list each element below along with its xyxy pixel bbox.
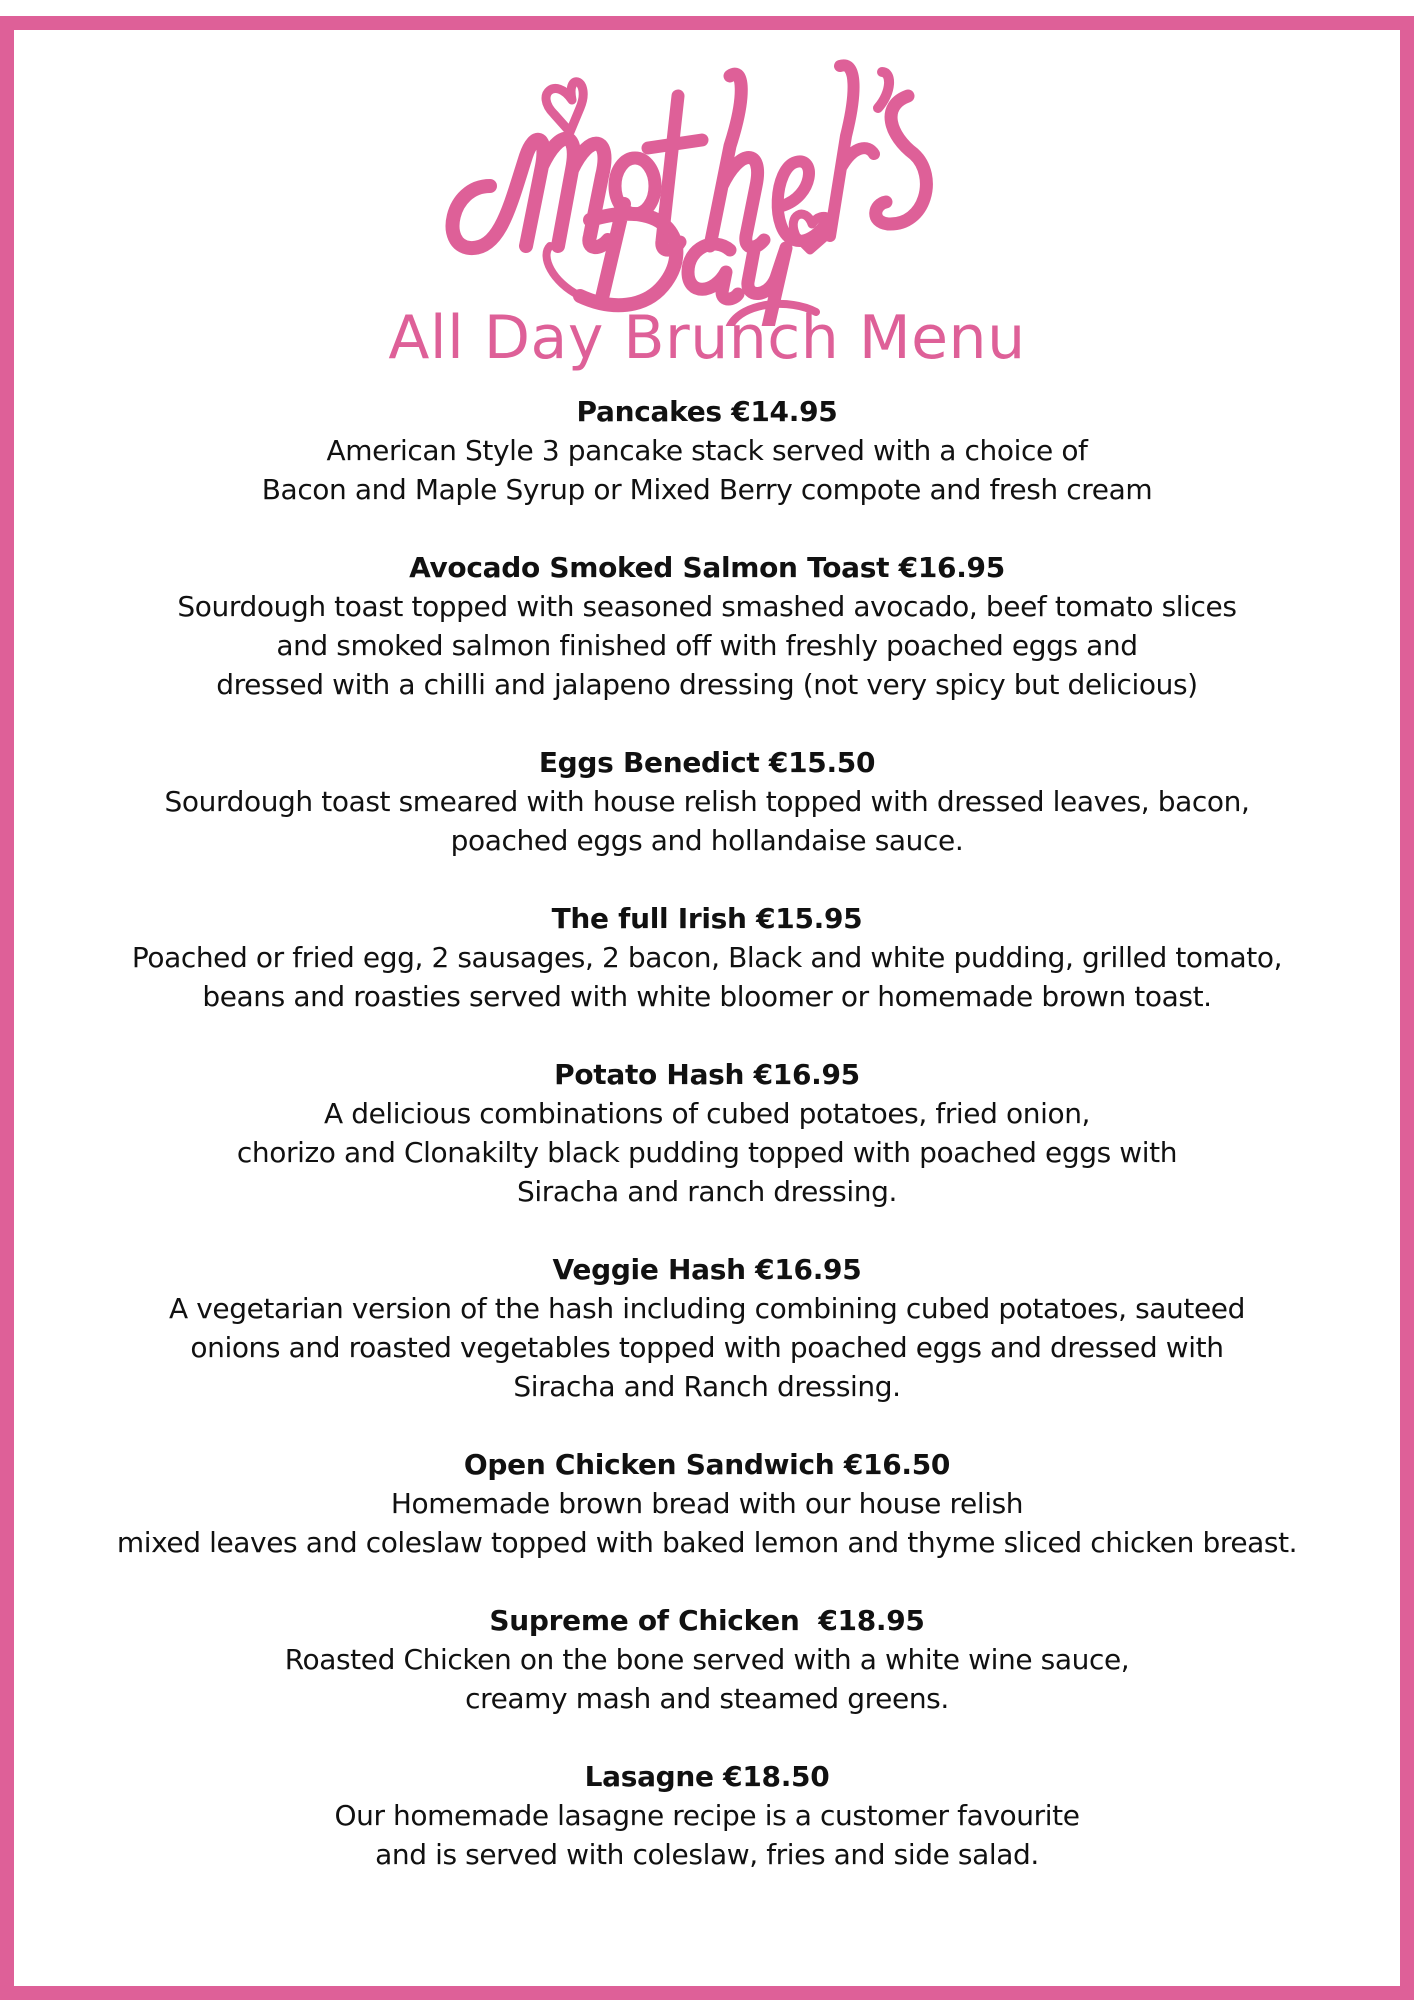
menu-item-title: Potato Hash €16.95 [554, 1058, 860, 1091]
description-line: and is served with coleslaw, fries and side salad. [375, 1838, 1039, 1871]
menu-item-description [0, 1640, 1414, 1718]
menu-item-title: Pancakes €14.95 [576, 395, 838, 428]
description-line: beans and roasties served with white bloomer or homemade brown toast. [202, 980, 1212, 1013]
description-line: onions and roasted vegetables topped with poached eggs and dressed with [190, 1331, 1224, 1364]
menu-list [0, 392, 1414, 1913]
menu-item-avocado-smoked-salmon-toast [0, 548, 1414, 704]
menu-item-eggs-benedict [0, 743, 1414, 860]
menu-item-description [0, 1289, 1414, 1406]
mothers-day-script-icon [430, 36, 950, 326]
menu-item-title: Lasagne €18.50 [584, 1760, 830, 1793]
menu-item-supreme-of-chicken [0, 1601, 1414, 1718]
menu-item-pancakes [0, 392, 1414, 509]
mothers-day-logo [430, 36, 950, 326]
description-line: dressed with a chilli and jalapeno dressing (not very spicy but delicious) [216, 668, 1198, 701]
menu-item-lasagne [0, 1757, 1414, 1874]
description-line: mixed leaves and coleslaw topped with baked lemon and thyme sliced chicken breast. [116, 1526, 1298, 1559]
menu-item-description [0, 938, 1414, 1016]
description-line: Siracha and Ranch dressing. [513, 1370, 901, 1403]
description-line: Sourdough toast smeared with house relish topped with dressed leaves, bacon, [164, 785, 1250, 818]
description-line: American Style 3 pancake stack served with a choice of [326, 434, 1088, 467]
menu-item-description [0, 431, 1414, 509]
description-line: Bacon and Maple Syrup or Mixed Berry compote and fresh cream [261, 473, 1153, 506]
description-line: creamy mash and steamed greens. [465, 1682, 949, 1715]
description-line: Siracha and ranch dressing. [517, 1175, 897, 1208]
description-line: A vegetarian version of the hash including combining cubed potatoes, sauteed [168, 1292, 1245, 1325]
menu-item-full-irish [0, 899, 1414, 1016]
menu-item-title: Eggs Benedict €15.50 [538, 746, 876, 779]
menu-item-description [0, 587, 1414, 704]
description-line: poached eggs and hollandaise sauce. [450, 824, 964, 857]
menu-item-title: Open Chicken Sandwich €16.50 [463, 1448, 951, 1481]
description-line: Sourdough toast topped with seasoned smashed avocado, beef tomato slices [177, 590, 1237, 623]
menu-item-open-chicken-sandwich [0, 1445, 1414, 1562]
menu-item-title: The full Irish €15.95 [551, 902, 863, 935]
description-line: Poached or fried egg, 2 sausages, 2 bacon, Black and white pudding, grilled tomato, [131, 941, 1283, 974]
description-line: and smoked salmon finished off with freshly poached eggs and [276, 629, 1138, 662]
menu-item-potato-hash [0, 1055, 1414, 1211]
description-line: A delicious combinations of cubed potatoes, fried onion, [323, 1097, 1091, 1130]
menu-item-title: Supreme of Chicken €18.95 [489, 1604, 925, 1637]
menu-item-title: Veggie Hash €16.95 [552, 1253, 862, 1286]
menu-item-description [0, 782, 1414, 860]
menu-item-description [0, 1796, 1414, 1874]
description-line: Homemade brown bread with our house relish [390, 1487, 1024, 1520]
menu-item-veggie-hash [0, 1250, 1414, 1406]
description-line: Roasted Chicken on the bone served with a white wine sauce, [284, 1643, 1130, 1676]
menu-item-description [0, 1484, 1414, 1562]
menu-item-description [0, 1094, 1414, 1211]
menu-item-title: Avocado Smoked Salmon Toast €16.95 [409, 551, 1005, 584]
description-line: chorizo and Clonakilty black pudding topped with poached eggs with [236, 1136, 1178, 1169]
description-line: Our homemade lasagne recipe is a customer favourite [334, 1799, 1080, 1832]
page-title: All Day Brunch Menu [388, 303, 1026, 373]
